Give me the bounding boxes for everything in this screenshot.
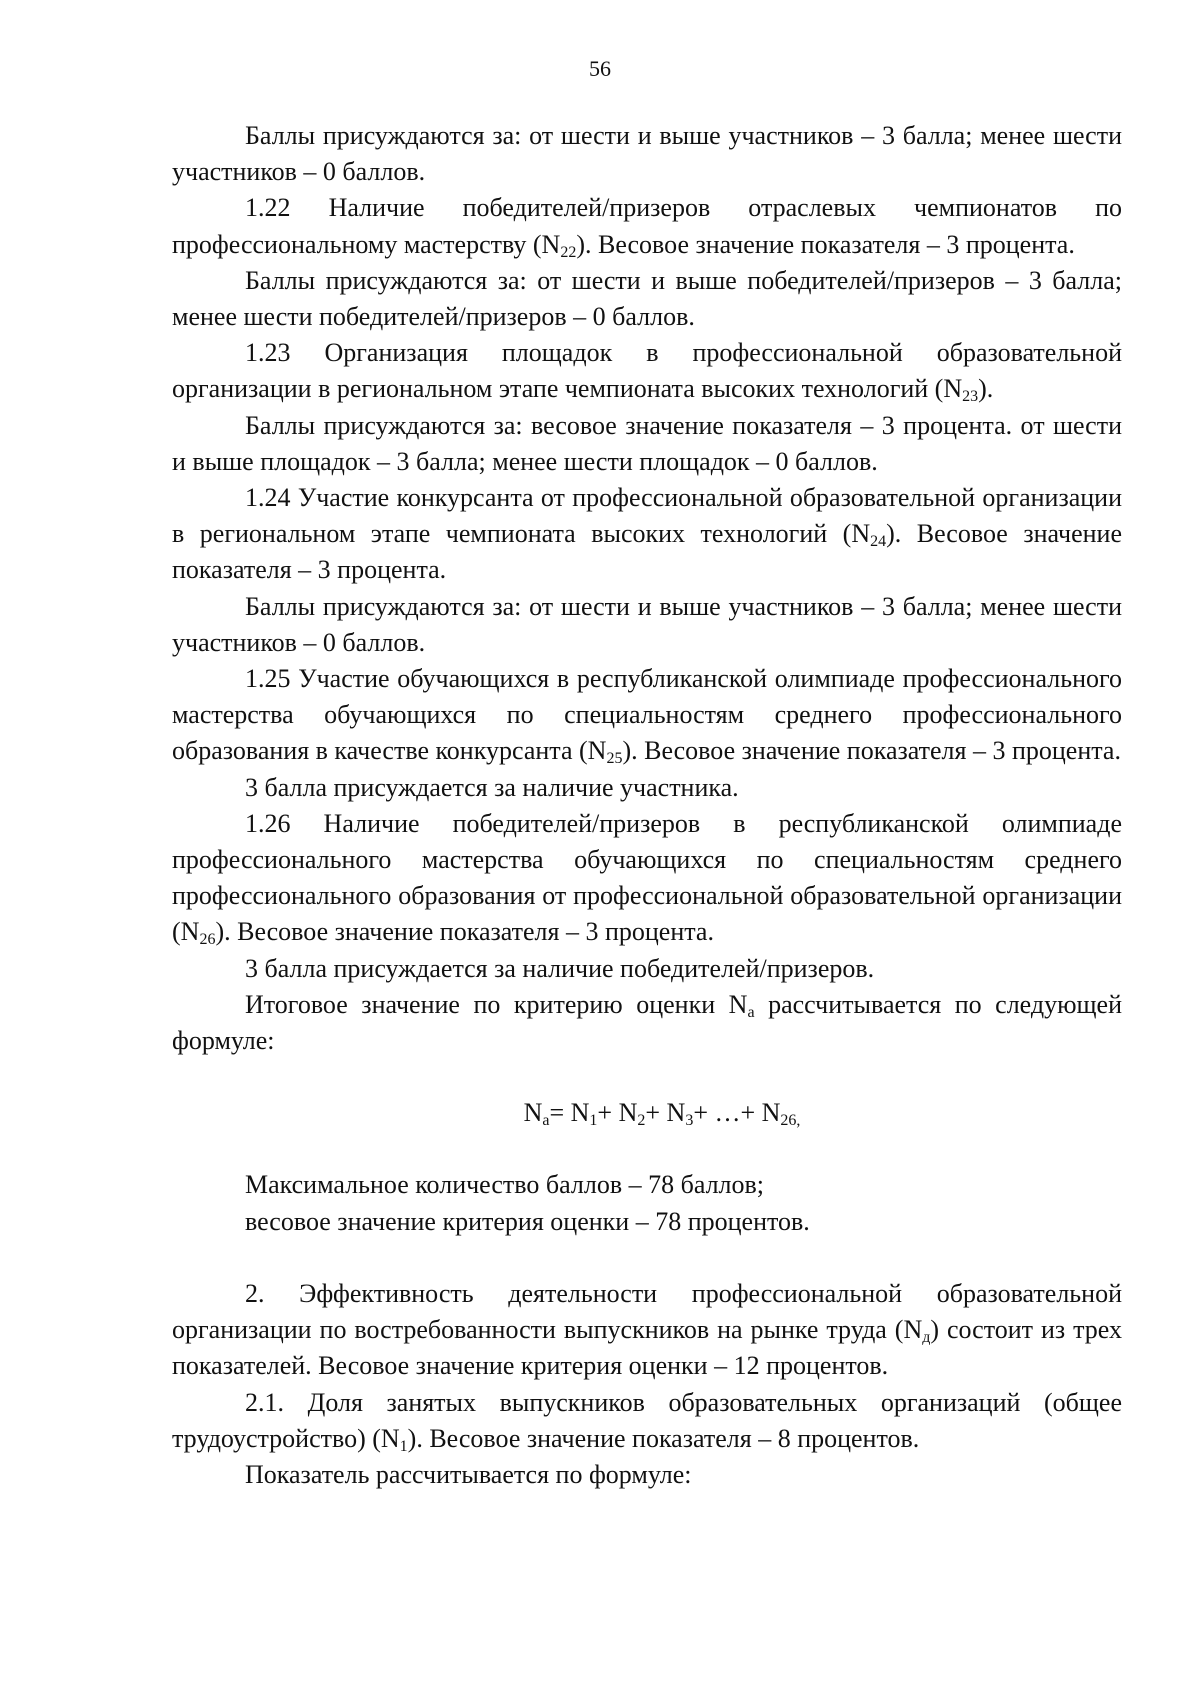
paragraph-scoring-1-25: 3 балла присуждается за наличие участника. — [245, 772, 739, 802]
paragraph-criterion-weight: весовое значение критерия оценки – 78 процентов. — [245, 1206, 810, 1236]
paragraph-item-1-26: 1.26 Наличие победителей/призеров в республиканской олимпиаде профессионального мастерства обучающихся по специальностям среднего профессионального образования от профессиональной образовательной организации $(N_{26})$. Весовое значение показателя – 3 процента. — [172, 808, 1122, 949]
paragraph-total-criterion: Итоговое значение по критерию оценки $N_а$ рассчитывается по следующей формуле: — [172, 989, 1122, 1056]
paragraph-scoring-1-21: Баллы присуждаются за: от шести и выше участников – 3 балла; менее шести участников – 0 баллов. — [172, 121, 1122, 187]
page-number: 56 — [589, 56, 611, 81]
page-body — [172, 118, 1122, 1493]
paragraph-item-2-1: 2.1. Доля занятых выпускников образовательных организаций (общее трудоустройство) $(N_1)$. Весовое значение показателя – 8 процентов. — [172, 1387, 1122, 1455]
paragraph-scoring-1-26: 3 балла присуждается за наличие победителей/призеров. — [245, 953, 875, 983]
formula-total: $N_а= N_1+ N_2+ N_3+$ …+ $N_{26,}$ — [523, 1098, 801, 1130]
paragraph-item-1-22: 1.22 Наличие победителей/призеров отраслевых чемпионатов по профессиональному мастерству $(N_{22})$. Весовое значение показателя – 3 процента. — [172, 193, 1122, 261]
paragraph-item-1-25: 1.25 Участие обучающихся в республиканской олимпиаде профессионального мастерства обучающихся по специальностям среднего профессионального образования в качестве конкурсанта $(N_{25})$. Весовое значение показателя – 3 процента. — [172, 664, 1122, 768]
paragraph-section-2: 2. Эффективность деятельности профессиональной образовательной организации по востребованности выпускников на рынке труда $(N_д)$ состоит из трех показателей. Весовое значение критерия оценки – 12 процентов. — [172, 1278, 1122, 1381]
paragraph-scoring-1-24: Баллы присуждаются за: от шести и выше участников – 3 балла; менее шести участников – 0 баллов. — [172, 591, 1122, 657]
paragraph-max-points: Максимальное количество баллов – 78 баллов; — [245, 1170, 765, 1200]
paragraph-scoring-1-23: Баллы присуждаются за: весовое значение показателя – 3 процента. от шести и выше площадок – 3 балла; менее шести площадок – 0 баллов. — [172, 410, 1122, 476]
paragraph-item-1-23: 1.23 Организация площадок в профессиональной образовательной организации в региональном этапе чемпионата высоких технологий $(N_{23})$. — [172, 338, 1122, 406]
paragraph-scoring-1-22: Баллы присуждаются за: от шести и выше победителей/призеров – 3 балла; менее шести победителей/призеров – 0 баллов. — [172, 265, 1122, 332]
paragraph-formula-intro: Показатель рассчитывается по формуле: — [245, 1459, 692, 1489]
paragraph-item-1-24: 1.24 Участие конкурсанта от профессиональной образовательной организации в региональном этапе чемпионата высоких технологий $(N_{24})$. Весовое значение показателя – 3 процента. — [172, 483, 1122, 585]
